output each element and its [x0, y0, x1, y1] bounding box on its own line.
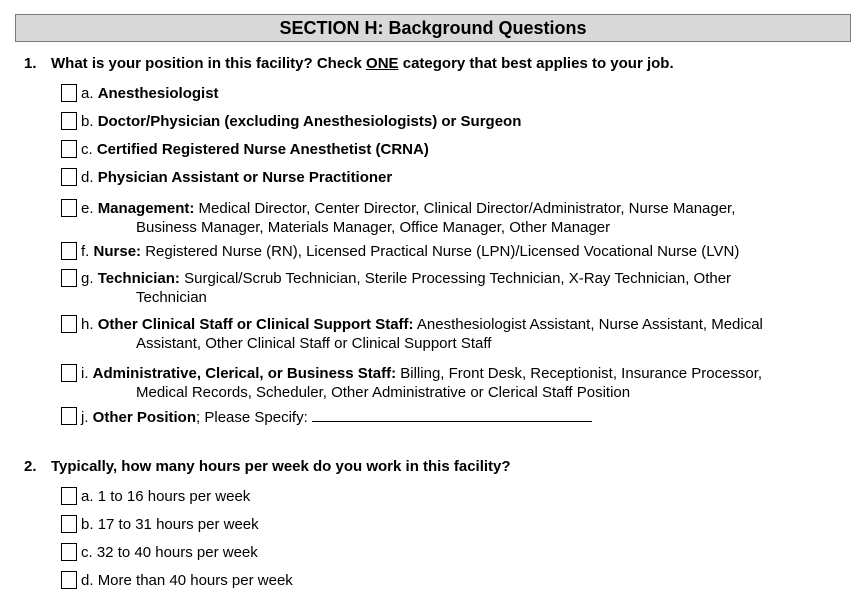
q1-option-f — [61, 242, 739, 261]
checkbox[interactable] — [61, 84, 77, 102]
q1-option-g — [61, 269, 731, 307]
checkbox[interactable] — [61, 242, 77, 260]
option-letter: h. — [81, 316, 94, 333]
checkbox[interactable] — [61, 269, 77, 287]
option-letter: i. — [81, 365, 89, 382]
option-description: Surgical/Scrub Technician, Sterile Processing Technician, X-Ray Technician, Other — [179, 270, 732, 287]
q1-option-a — [61, 84, 219, 103]
checkbox[interactable] — [61, 199, 77, 217]
option-label: Administrative, Clerical, or Business Staff: — [92, 365, 397, 382]
question-number: 2. — [24, 458, 37, 475]
option-description-cont: Business Manager, Materials Manager, Office Manager, Other Manager — [136, 219, 611, 236]
option-label: Anesthesiologist — [97, 85, 219, 102]
q1-option-h — [61, 315, 763, 353]
option-label: Physician Assistant or Nurse Practitioner — [97, 169, 393, 186]
checkbox[interactable] — [61, 140, 77, 158]
question-2 — [24, 458, 511, 475]
checkbox[interactable] — [61, 515, 77, 533]
question-text-end: category that best applies to your job. — [398, 55, 674, 72]
checkbox[interactable] — [61, 571, 77, 589]
checkbox[interactable] — [61, 315, 77, 333]
q1-option-d — [61, 168, 392, 187]
option-description-cont: Assistant, Other Clinical Staff or Clinical Support Staff — [136, 335, 492, 352]
checkbox[interactable] — [61, 487, 77, 505]
option-label: Technician: — [97, 270, 180, 287]
checkbox[interactable] — [61, 407, 77, 425]
option-letter: e. — [81, 200, 94, 217]
q1-option-i — [61, 364, 762, 402]
checkbox[interactable] — [61, 168, 77, 186]
question-number: 1. — [24, 55, 37, 72]
option-letter: d. — [81, 572, 94, 589]
question-text: What is your position in this facility? Check — [51, 55, 367, 72]
option-label: Doctor/Physician (excluding Anesthesiologists) or Surgeon — [97, 113, 522, 130]
option-description: Anesthesiologist Assistant, Nurse Assistant, Medical — [413, 316, 763, 333]
option-letter: c. — [81, 141, 93, 158]
checkbox[interactable] — [61, 364, 77, 382]
option-label: Other Position — [92, 409, 197, 426]
option-letter: c. — [81, 544, 93, 561]
question-emphasis: ONE — [366, 55, 399, 72]
q1-option-e — [61, 199, 735, 237]
option-label: More than 40 hours per week — [97, 572, 293, 589]
option-label: Nurse: — [93, 243, 142, 260]
option-label: Certified Registered Nurse Anesthetist (CRNA) — [96, 141, 429, 158]
q1-option-b — [61, 112, 521, 131]
option-description: Registered Nurse (RN), Licensed Practical Nurse (LPN)/Licensed Vocational Nurse (LVN) — [141, 243, 740, 260]
option-letter: f. — [81, 243, 90, 260]
option-description: Billing, Front Desk, Receptionist, Insurance Processor, — [396, 365, 763, 382]
option-letter: j. — [81, 409, 89, 426]
option-label: Management: — [97, 200, 195, 217]
option-description: ; Please Specify: — [196, 409, 312, 426]
option-label: 32 to 40 hours per week — [96, 544, 258, 561]
option-letter: b. — [81, 516, 94, 533]
section-title: SECTION H: Background Questions — [15, 14, 851, 42]
question-text: Typically, how many hours per week do you work in this facility? — [51, 458, 511, 475]
option-letter: g. — [81, 270, 94, 287]
question-1 — [24, 55, 674, 72]
option-letter: a. — [81, 488, 94, 505]
option-letter: b. — [81, 113, 94, 130]
q2-option-c — [61, 543, 258, 562]
option-label: 1 to 16 hours per week — [97, 488, 251, 505]
option-description-cont: Medical Records, Scheduler, Other Administrative or Clerical Staff Position — [136, 384, 631, 401]
checkbox[interactable] — [61, 543, 77, 561]
checkbox[interactable] — [61, 112, 77, 130]
specify-blank-field[interactable] — [312, 407, 592, 422]
option-label: 17 to 31 hours per week — [97, 516, 259, 533]
option-description-cont: Technician — [136, 289, 207, 306]
option-letter: a. — [81, 85, 94, 102]
option-label: Other Clinical Staff or Clinical Support Staff: — [97, 316, 414, 333]
q2-option-d — [61, 571, 293, 590]
option-letter: d. — [81, 169, 94, 186]
q1-option-c — [61, 140, 429, 159]
q2-option-a — [61, 487, 250, 506]
q2-option-b — [61, 515, 259, 534]
option-description: Medical Director, Center Director, Clinical Director/Administrator, Nurse Manager, — [194, 200, 736, 217]
q1-option-j — [61, 407, 592, 427]
